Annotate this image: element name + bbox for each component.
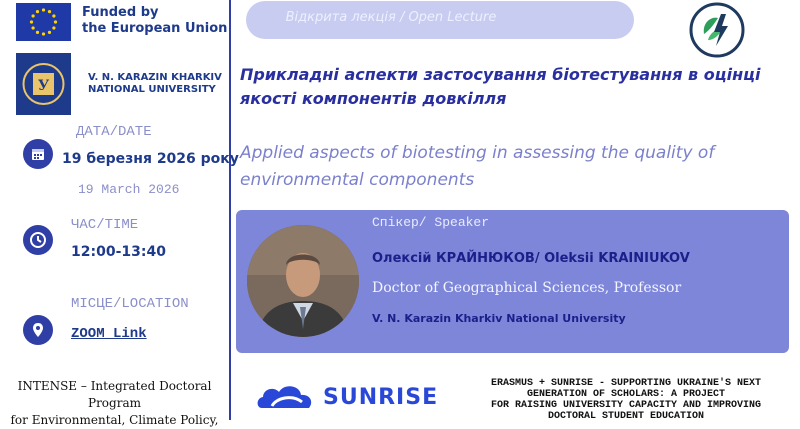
eu-flag-icon: [16, 3, 71, 41]
open-lecture-label: Відкрита лекція / Open Lecture: [285, 10, 497, 25]
eu-funding-text: [82, 5, 227, 37]
intense-line-1: INTENSE – Integrated Doctoral Program: [17, 379, 212, 410]
sunrise-cloud-logo-icon: [254, 380, 318, 412]
speaker-name: Олексій КРАЙНЮКОВ/ Oleksii KRAINIUKOV: [372, 251, 690, 266]
date-label: ДАТА/DATE: [76, 124, 152, 140]
lecture-title-en: Applied aspects of biotesting in assessing the quality of environmental components: [240, 143, 715, 190]
university-name: [88, 72, 222, 96]
intense-program-text: [0, 378, 229, 429]
erasmus-project-text: [458, 378, 794, 422]
university-crest-icon: [16, 53, 71, 115]
time-value: 12:00-13:40: [71, 244, 166, 260]
university-line-1: V. N. KARAZIN KHARKIV: [88, 72, 222, 83]
date-value-en: 19 March 2026: [78, 182, 180, 197]
erasmus-line-4: DOCTORAL STUDENT EDUCATION: [547, 411, 705, 422]
lecture-title-uk: Прикладні аспекти застосування біотестування в оцінці якості компонентів довкілля: [240, 65, 761, 108]
erasmus-line-1: ERASMUS + SUNRISE - SUPPORTING UKRAINE'S NEXT: [490, 378, 762, 389]
calendar-icon: [23, 139, 53, 169]
sunrise-wordmark: SUNRISE: [323, 385, 439, 410]
column-divider: [229, 0, 231, 420]
university-line-2: NATIONAL UNIVERSITY: [88, 84, 216, 95]
clock-icon: [23, 225, 53, 255]
zoom-link[interactable]: ZOOM Link: [71, 326, 147, 342]
funded-line-2: the European Union: [82, 21, 228, 36]
speaker-photo: [247, 225, 359, 337]
location-pin-icon: [23, 315, 53, 345]
intense-line-2: for Environmental, Climate Policy,: [10, 413, 219, 427]
speaker-degree: Doctor of Geographical Sciences, Professor: [372, 280, 682, 296]
location-label: МІСЦЕ/LOCATION: [71, 296, 189, 312]
svg-text:У: У: [37, 78, 50, 94]
erasmus-line-3: FOR RAISING UNIVERSITY CAPACITY AND IMPROVING: [490, 400, 762, 411]
time-label: ЧАС/TIME: [71, 217, 139, 233]
speaker-university: V. N. Karazin Kharkiv National University: [372, 312, 626, 325]
eco-energy-logo-icon: [688, 2, 746, 58]
erasmus-line-2: GENERATION OF SCHOLARS: A PROJECT: [526, 389, 726, 400]
funded-line-1: Funded by: [82, 5, 159, 20]
speaker-label: Спікер/ Speaker: [372, 215, 490, 230]
date-value-uk: 19 березня 2026 року: [62, 151, 239, 167]
